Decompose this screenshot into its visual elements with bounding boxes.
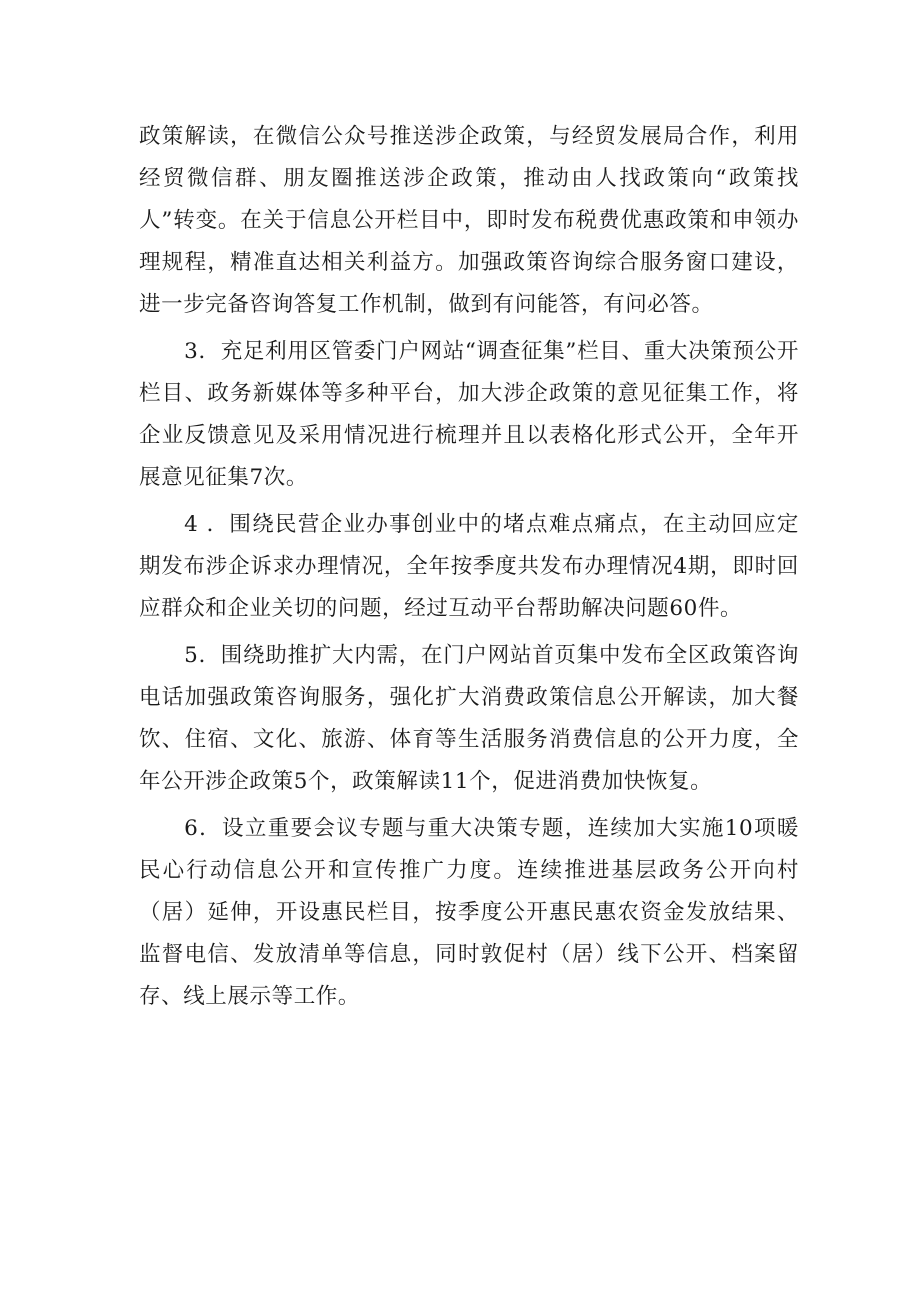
paragraph-policy-interpretation: 政策解读，在微信公众号推送涉企政策，与经贸发展局合作，利用经贸微信群、朋友圈推送涉企政策，推动由人找政策向“政策找人”转变。在关于信息公开栏目中，即时发布税费优惠政策和申领办理规程，精准直达相关利益方。加强政策咨询综合服务窗口建设，进一步完备咨询答复工作机制，做到有问能答，有问必答。	[139, 124, 799, 317]
paragraph-item-5: 5．围绕助推扩大内需，在门户网站首页集中发布全区政策咨询电话加强政策咨询服务，强化扩大消费政策信息公开解读，加大餐饮、住宿、文化、旅游、体育等生活服务消费信息的公开力度，全年公开涉企政策5个，政策解读11个，促进消费加快恢复。	[139, 643, 799, 794]
paragraph-item-3: 3．充足利用区管委门户网站“调查征集”栏目、重大决策预公开栏目、政务新媒体等多种平台，加大涉企政策的意见征集工作，将企业反馈意见及采用情况进行梳理并且以表格化形式公开，全年开展意见征集7次。	[139, 339, 799, 490]
document-body	[139, 116, 799, 1023]
paragraph-item-4: 4 ．围绕民营企业办事创业中的堵点难点痛点，在主动回应定期发布涉企诉求办理情况，全年按季度共发布办理情况4期，即时回应群众和企业关切的问题，经过互动平台帮助解决问题60件。	[139, 512, 799, 621]
paragraph-item-6: 6．设立重要会议专题与重大决策专题，连续加大实施10项暖民心行动信息公开和宣传推广力度。连续推进基层政务公开向村（居）延伸，开设惠民栏目，按季度公开惠民惠农资金发放结果、监督电信、发放清单等信息，同时敦促村（居）线下公开、档案留存、线上展示等工作。	[139, 816, 799, 1009]
